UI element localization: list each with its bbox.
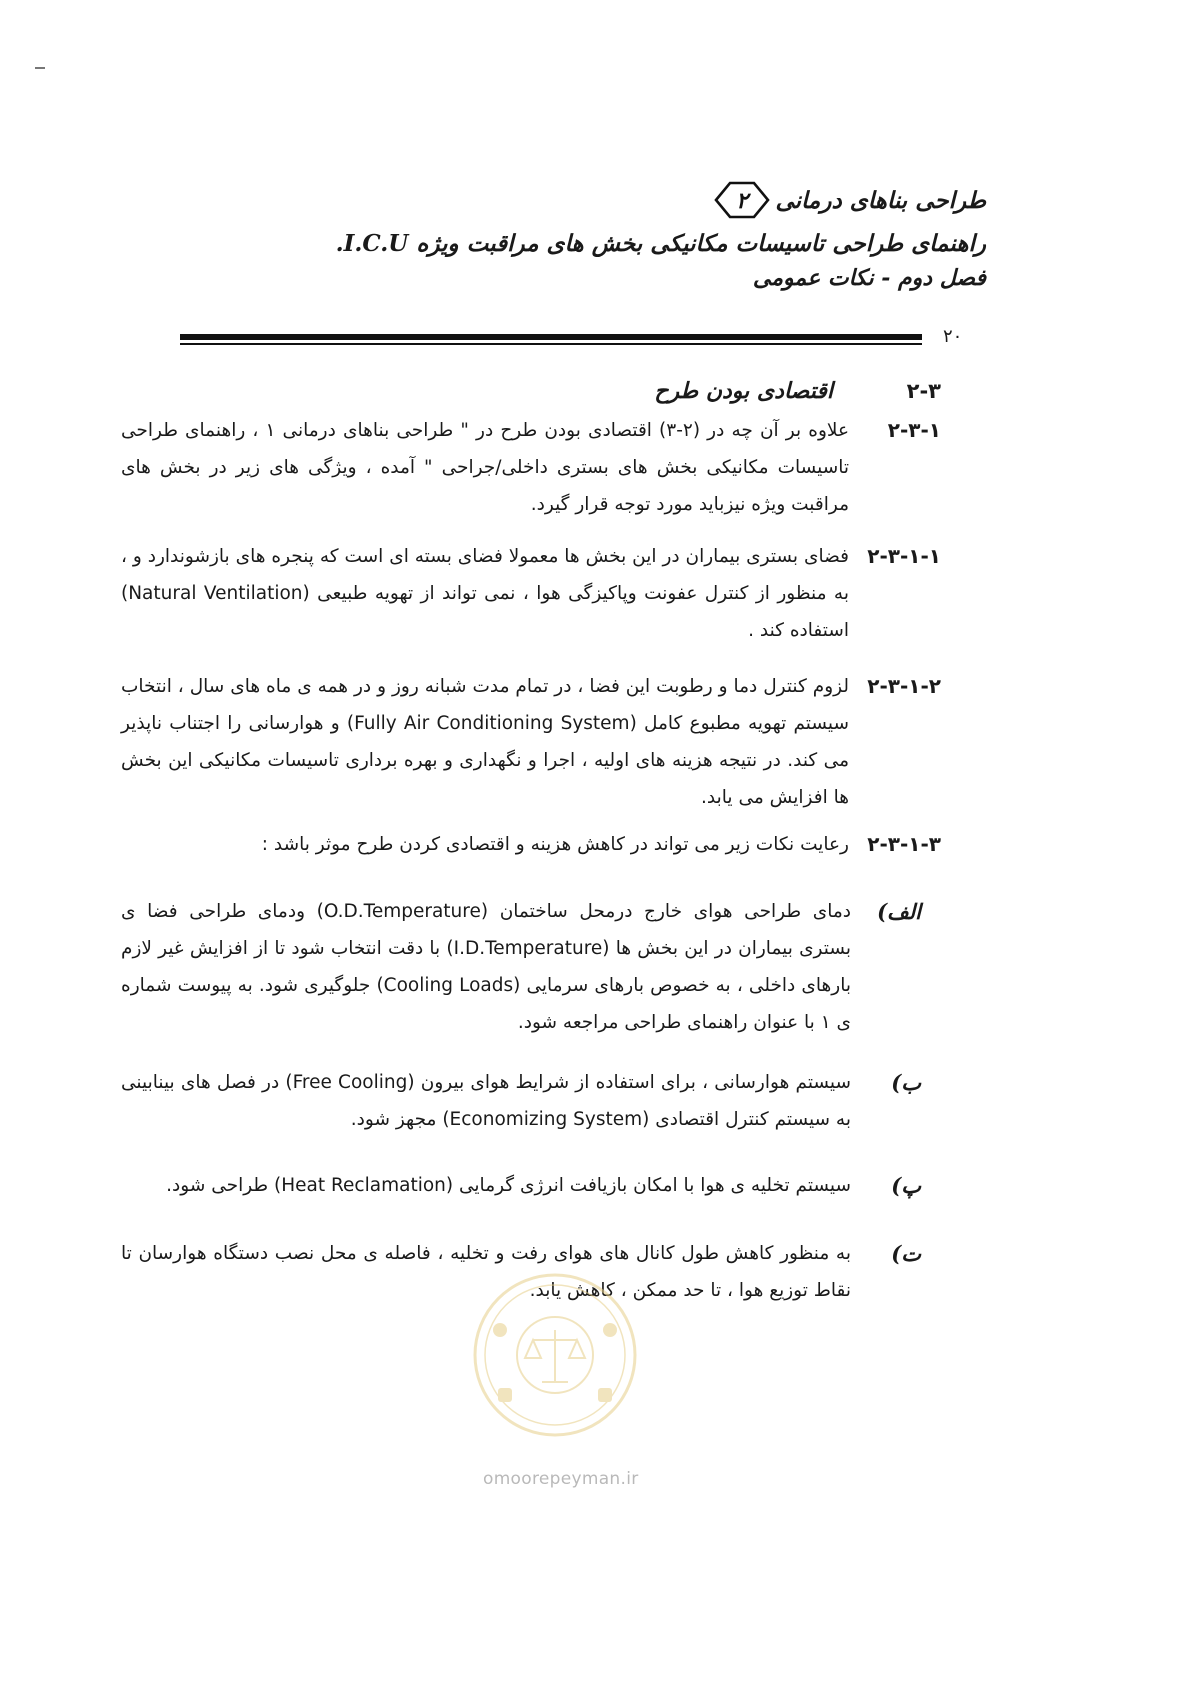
list-item-text: دمای طراحی هوای خارج درمحل ساختمان (O.D.Temperature) ودمای طراحی فضا ی بستری بیماران در این بخش ها (I.D.Temperature) با دقت انتخاب شود تا از افزایش غیر لازم بارهای داخلی ، به خصوص بارهای سرمایی (Cooling Loads) جلوگیری شود. به پیوست شماره ی ۱ با عنوان راهنمای طراحی مراجعه شود. bbox=[121, 901, 852, 1033]
paragraph bbox=[121, 412, 941, 523]
list-item-text: سیستم تخلیه ی هوا با امکان بازیافت انرژی گرمایی (Heat Reclamation) طراحی شود. bbox=[166, 1175, 851, 1196]
paragraph-number: ۲-۳-۱-۳ bbox=[867, 832, 941, 856]
series-title: طراحی بناهای درمانی bbox=[775, 186, 986, 214]
list-item-text: سیستم هوارسانی ، برای استفاده از شرایط هوای بیرون (Free Cooling) در فصل های بینابینی به سیستم کنترل اقتصادی (Economizing System) مجهز شود. bbox=[121, 1072, 851, 1130]
paragraph-text: لزوم کنترل دما و رطوبت این فضا ، در تمام مدت شبانه روز و در همه ی ماه های سال ، انتخاب سیستم تهویه مطبوع کامل (Fully Air Conditioning System) و هوارسانی را اجتناب ناپذیر می کند. در نتیجه هزینه های اولیه ، اجرا و نگهداری و بهره برداری تاسیسات مکانیکی این بخش ها افزایش می یابد. bbox=[121, 676, 849, 808]
page-number: ۲۰ bbox=[943, 326, 963, 347]
list-item-label: پ) bbox=[891, 1173, 921, 1198]
volume-badge bbox=[711, 180, 773, 220]
watermark-url: omoorepeyman.ir bbox=[483, 1469, 639, 1489]
diamond-frame-icon bbox=[712, 180, 772, 220]
list-item bbox=[121, 1167, 921, 1204]
chapter-title: فصل دوم - نکات عمومی bbox=[752, 265, 986, 291]
list-item bbox=[121, 893, 921, 1041]
list-item bbox=[121, 1064, 921, 1138]
paragraph-number: ۲-۳-۱-۱ bbox=[867, 544, 941, 568]
list-item-label: ب) bbox=[891, 1070, 921, 1095]
paragraph-number: ۲-۳-۱ bbox=[887, 418, 941, 442]
paragraph-text: رعایت نکات زیر می تواند در کاهش هزینه و اقتصادی کردن طرح موثر باشد : bbox=[261, 834, 849, 855]
section-number: ۲-۳ bbox=[906, 379, 941, 403]
section-heading bbox=[654, 378, 941, 404]
paragraph bbox=[121, 826, 941, 863]
list-item-label: ت) bbox=[891, 1241, 921, 1266]
header-rule-thin bbox=[180, 343, 922, 345]
paragraph bbox=[121, 668, 941, 816]
watermark-seal-icon bbox=[470, 1270, 640, 1440]
page-header bbox=[266, 180, 986, 291]
paragraph-number: ۲-۳-۱-۲ bbox=[867, 674, 941, 698]
list-item-text: به منظور کاهش طول کانال های هوای رفت و تخلیه ، فاصله ی محل نصب دستگاه هوارسان تا نقاط توزیع هوا ، تا حد ممکن ، کاهش یابد. bbox=[121, 1243, 851, 1301]
document-subtitle: راهنمای طراحی تاسیسات مکانیکی بخش های مراقبت ویژه I.C.U. bbox=[335, 230, 986, 257]
volume-number: ۲ bbox=[736, 188, 749, 214]
paragraph-text: فضای بستری بیماران در این بخش ها معمولا فضای بسته ای است که پنجره های بازشوندارد و ، به منظور از کنترل عفونت وپاکیزگی هوا ، نمی تواند از تهویه طبیعی (Natural Ventilation) استفاده کند . bbox=[121, 546, 849, 641]
scan-speck bbox=[35, 67, 45, 69]
header-rule-thick bbox=[180, 334, 922, 340]
section-title: اقتصادی بودن طرح bbox=[654, 378, 833, 404]
series-title-line bbox=[266, 180, 986, 220]
list-item-label: الف) bbox=[877, 899, 921, 924]
paragraph bbox=[121, 538, 941, 649]
paragraph-text: علاوه بر آن چه در (۲-۳) اقتصادی بودن طرح در " طراحی بناهای درمانی ۱ ، راهنمای طراحی تاسیسات مکانیکی بخش های بستری داخلی/جراحی " آمده ، ویژگی های زیر در بخش های مراقبت ویژه نیزباید مورد توجه قرار گیرد. bbox=[121, 420, 849, 515]
